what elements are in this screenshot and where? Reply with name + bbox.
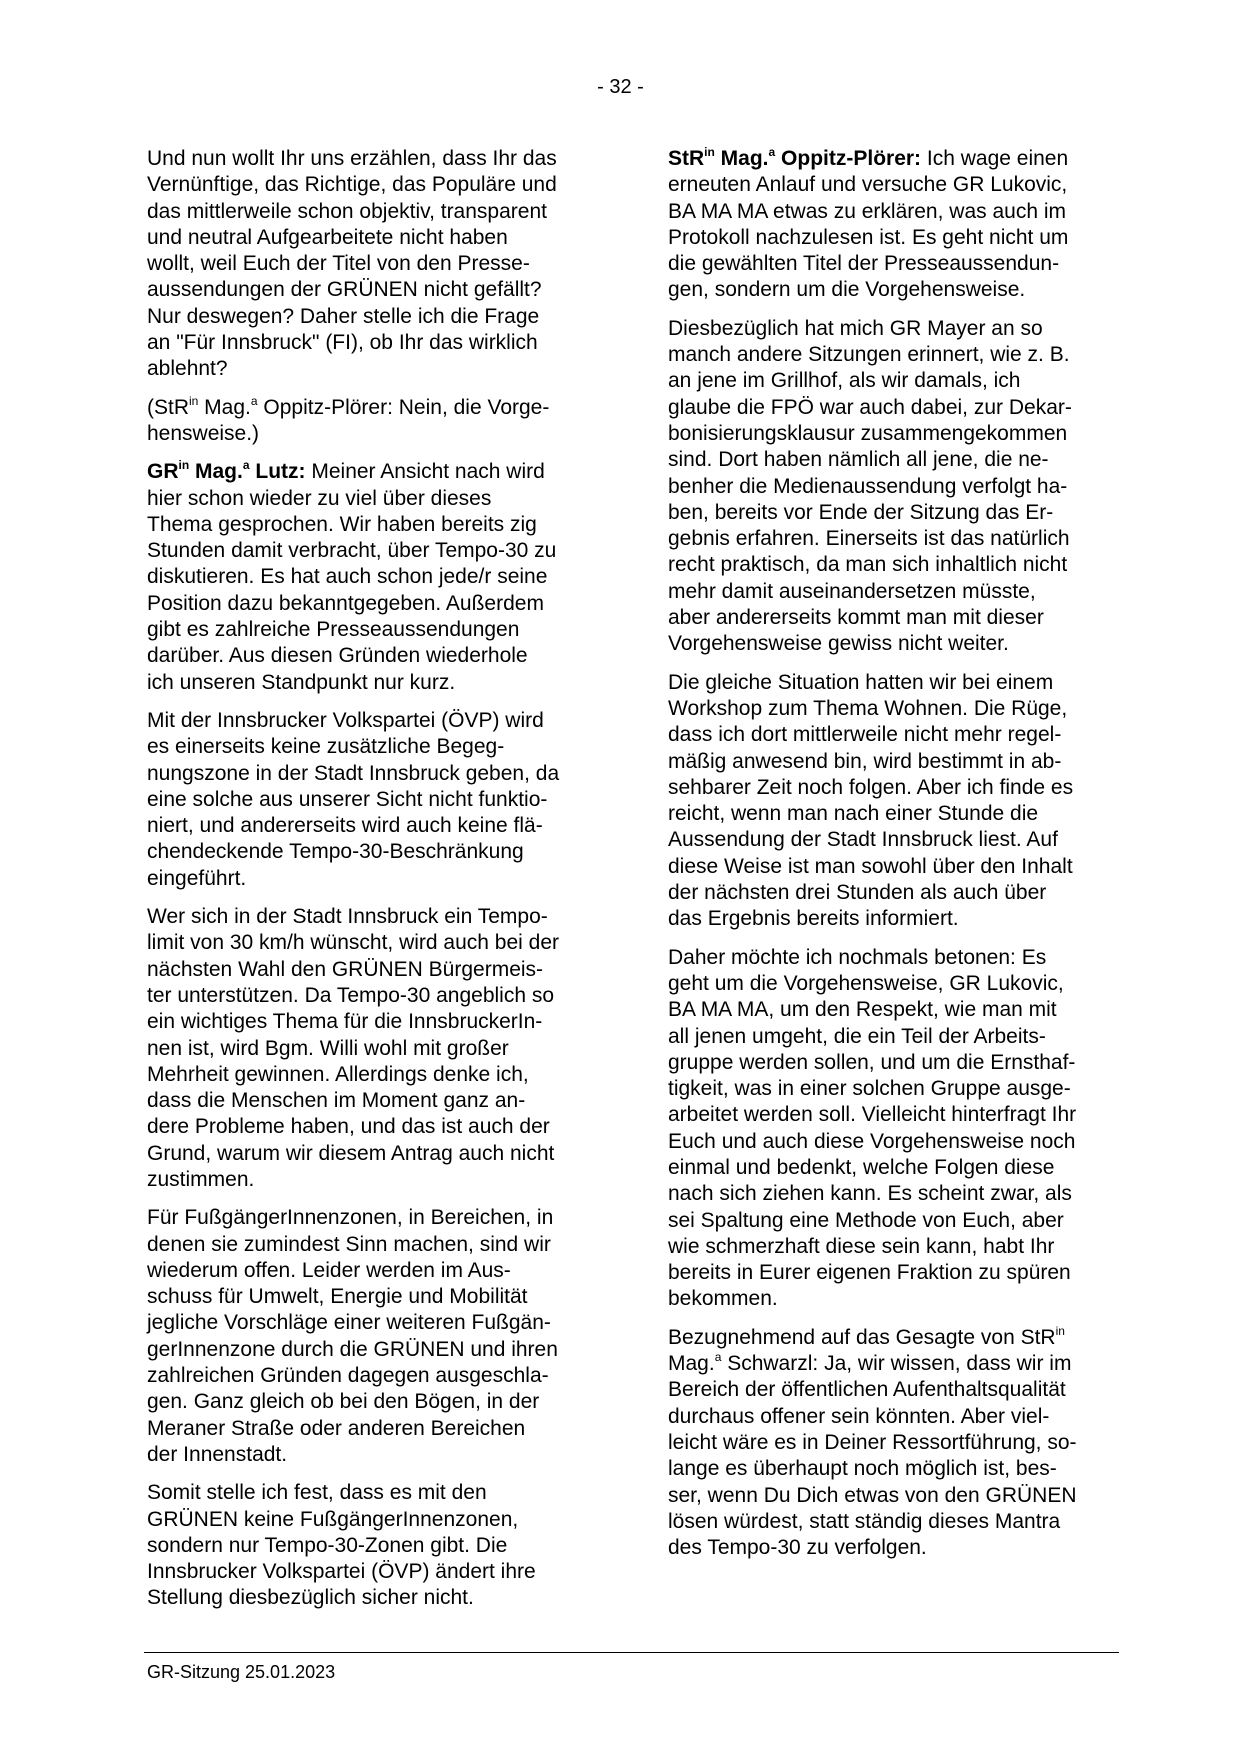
text-line: wie schmerzhaft diese sein kann, habt Ihr	[668, 1234, 1055, 1258]
text-line: Stellung diesbezüglich sicher nicht.	[147, 1586, 474, 1610]
text-part: Schwarzl: Ja, wir wissen, dass wir im	[721, 1352, 1072, 1376]
text-line: Euch und auch diese Vorgehensweise noch	[668, 1129, 1076, 1153]
paragraph-left-1	[147, 146, 607, 383]
text-line: mehr damit auseinandersetzen müsste,	[668, 579, 1036, 603]
text-line: mäßig anwesend bin, wird bestimmt in ab-	[668, 749, 1062, 773]
text-line: gruppe werden sollen, und um die Ernsthaf-	[668, 1050, 1076, 1074]
text-line: diese Weise ist man sowohl über den Inhalt	[668, 854, 1073, 878]
footer-divider	[144, 1652, 1119, 1653]
text-line	[668, 1325, 1128, 1351]
text-line: nach sich ziehen kann. Es scheint zwar, als	[668, 1182, 1072, 1206]
text-line: das mittlerweile schon objektiv, transparent	[147, 199, 547, 223]
text-line: Bereich der öffentlichen Aufenthaltsqualität	[668, 1378, 1066, 1402]
text-line: Aussendung der Stadt Innsbruck liest. Auf	[668, 828, 1058, 852]
text-line: Stunden damit verbracht, über Tempo-30 zu	[147, 539, 557, 563]
text-line: das Ergebnis bereits informiert.	[668, 907, 959, 931]
text-line: eingeführt.	[147, 866, 247, 890]
text-line: GRÜNEN keine FußgängerInnenzonen,	[147, 1507, 519, 1531]
speaker-name	[147, 460, 306, 483]
text-line: ablehnt?	[147, 357, 228, 381]
speaker-name	[668, 147, 921, 170]
left-column	[147, 146, 607, 1624]
text-line: Thema gesprochen. Wir haben bereits zig	[147, 512, 537, 536]
text-line: dere Probleme haben, und das ist auch der	[147, 1115, 550, 1139]
text-line: manch andere Sitzungen erinnert, wie z. B.	[668, 343, 1070, 367]
text-line: Somit stelle ich fest, dass es mit den	[147, 1481, 487, 1505]
text-line: recht praktisch, da man sich inhaltlich nicht	[668, 553, 1068, 577]
superscript-in: in	[178, 458, 190, 473]
paragraph-right-4	[668, 945, 1128, 1313]
text-line: reicht, wenn man nach einer Stunde die	[668, 802, 1039, 826]
text-line: gen, sondern um die Vorgehensweise.	[668, 278, 1026, 302]
text-line: limit von 30 km/h wünscht, wird auch bei der	[147, 931, 560, 955]
speaker-part: StR	[668, 147, 705, 170]
text-line: nächsten Wahl den GRÜNEN Bürgermeis-	[147, 957, 544, 981]
text-line: es einerseits keine zusätzliche Begeg-	[147, 735, 505, 759]
text-line: hensweise.)	[147, 421, 260, 445]
text-line: lange es überhaupt noch möglich ist, bes-	[668, 1457, 1057, 1481]
text-line: wollt, weil Euch der Titel von den Presse-	[147, 252, 530, 276]
text-line: ich unseren Standpunkt nur kurz.	[147, 670, 456, 694]
text-line: glaube die FPÖ war auch dabei, zur Dekar-	[668, 395, 1072, 419]
text-line: lösen würdest, statt ständig dieses Mantra	[668, 1509, 1061, 1533]
superscript-a: a	[714, 1350, 722, 1365]
text-line: sei Spaltung eine Methode von Euch, aber	[668, 1208, 1064, 1232]
paragraph-right-2	[668, 316, 1128, 658]
text-line: Protokoll nachzulesen ist. Es geht nicht um	[668, 225, 1069, 249]
text-line: gibt es zahlreiche Presseaussendungen	[147, 618, 520, 642]
text-line: durchaus offener sein könnten. Aber viel-	[668, 1404, 1050, 1428]
text-line: bonisierungsklausur zusammengekommen	[668, 421, 1068, 445]
text-line: und neutral Aufgearbeitete nicht haben	[147, 225, 508, 249]
speech-oppitz-ploerer	[668, 146, 1128, 304]
text-line: Diesbezüglich hat mich GR Mayer an so	[668, 316, 1043, 340]
text-line: Für FußgängerInnenzonen, in Bereichen, in	[147, 1206, 554, 1230]
text-line: aber andererseits kommt man mit dieser	[668, 606, 1044, 630]
text-line: Meraner Straße oder anderen Bereichen	[147, 1416, 526, 1440]
text-line: tigkeit, was in einer solchen Gruppe ausge-	[668, 1077, 1071, 1101]
text-line: Grund, warum wir diesem Antrag auch nicht	[147, 1141, 555, 1165]
text-line: schuss für Umwelt, Energie und Mobilität	[147, 1285, 528, 1309]
text-line: BA MA MA, um den Respekt, wie man mit	[668, 998, 1057, 1022]
text-line: eine solche aus unserer Sicht nicht funktio-	[147, 787, 548, 811]
text-line: diskutieren. Es hat auch schon jede/r seine	[147, 565, 548, 589]
superscript-a: a	[242, 458, 250, 473]
text-line: leicht wäre es in Deiner Ressortführung, so-	[668, 1430, 1077, 1454]
text-line: sind. Dort haben nämlich all jene, die ne-	[668, 448, 1049, 472]
speech-first-line	[147, 459, 607, 485]
text-part: Mag.	[668, 1352, 715, 1376]
text-line: an "Für Innsbruck" (FI), ob Ihr das wirklich	[147, 331, 538, 355]
superscript-in: in	[189, 393, 199, 408]
speech-text: Meiner Ansicht nach wird	[305, 460, 545, 484]
text-line: ter unterstützen. Da Tempo-30 angeblich so	[147, 983, 555, 1007]
text-line: nen ist, wird Bgm. Willi wohl mit großer	[147, 1036, 509, 1060]
text-line: dass ich dort mittlerweile nicht mehr regel-	[668, 723, 1062, 747]
text-line: jegliche Vorschläge einer weiteren Fußgän-	[147, 1311, 551, 1335]
text-line: Daher möchte ich nochmals betonen: Es	[668, 945, 1047, 969]
right-column	[668, 146, 1128, 1573]
paragraph-left-4	[147, 708, 607, 892]
speech-first-line	[668, 146, 1128, 172]
text-line: Wer sich in der Stadt Innsbruck ein Tempo-	[147, 905, 548, 929]
text-line: BA MA MA etwas zu erklären, was auch im	[668, 199, 1066, 223]
text-line: Nur deswegen? Daher stelle ich die Frage	[147, 304, 540, 328]
interjection-text: Oppitz-Plörer: Nein, die Vorge-	[257, 395, 550, 419]
text-line: erneuten Anlauf und versuche GR Lukovic,	[668, 173, 1068, 197]
text-line: an jene im Grillhof, als wir damals, ich	[668, 369, 1021, 393]
text-line: der nächsten drei Stunden als auch über	[668, 881, 1047, 905]
interjection	[147, 395, 607, 448]
text-line: Die gleiche Situation hatten wir bei einem	[668, 670, 1054, 694]
text-line: Vernünftige, das Richtige, das Populäre und	[147, 173, 557, 197]
text-line: benher die Medienaussendung verfolgt ha-	[668, 474, 1068, 498]
text-line: arbeitet werden soll. Vielleicht hinterfragt Ihr	[668, 1103, 1077, 1127]
text-line: dass die Menschen im Moment ganz an-	[147, 1089, 526, 1113]
speaker-part: Mag.	[714, 147, 769, 170]
speaker-part: Mag.	[189, 460, 243, 484]
speech-text: Ich wage einen	[921, 147, 1069, 170]
text-line: der Innenstadt.	[147, 1442, 288, 1466]
text-line: Und nun wollt Ihr uns erzählen, dass Ihr das	[147, 147, 557, 170]
text-line: ser, wenn Du Dich etwas von den GRÜNEN	[668, 1483, 1077, 1507]
text-part: Bezugnehmend auf das Gesagte von StR	[668, 1325, 1056, 1349]
text-line: ein wichtiges Thema für die InnsbruckerIn-	[147, 1010, 543, 1034]
text-line: die gewählten Titel der Presseaussendun-	[668, 252, 1060, 276]
text-line: geht um die Vorgehensweise, GR Lukovic,	[668, 971, 1064, 995]
paragraph-left-6	[147, 1205, 607, 1468]
speech-lutz	[147, 459, 607, 696]
interjection-title: Mag.	[198, 395, 251, 419]
speaker-part: Oppitz-Plörer:	[775, 147, 922, 170]
superscript-a: a	[250, 393, 258, 408]
text-line: denen sie zumindest Sinn machen, sind wir	[147, 1232, 551, 1256]
text-line: Mit der Innsbrucker Volkspartei (ÖVP) wird	[147, 708, 544, 732]
text-line: darüber. Aus diesen Gründen wiederhole	[147, 644, 528, 668]
text-line: all jenen umgeht, die ein Teil der Arbeits-	[668, 1024, 1046, 1048]
text-line: Mehrheit gewinnen. Allerdings denke ich,	[147, 1062, 529, 1086]
text-line: bereits in Eurer eigenen Fraktion zu spüren	[668, 1261, 1071, 1285]
text-line: gerInnenzone durch die GRÜNEN und ihren	[147, 1337, 558, 1361]
interjection-line	[147, 395, 607, 421]
text-line: des Tempo-30 zu verfolgen.	[668, 1536, 927, 1560]
paragraph-left-5	[147, 904, 607, 1193]
text-line: Innsbrucker Volkspartei (ÖVP) ändert ihre	[147, 1560, 536, 1584]
text-line	[668, 1351, 1128, 1377]
text-line: Position dazu bekanntgegeben. Außerdem	[147, 591, 544, 615]
paragraph-right-5	[668, 1325, 1128, 1562]
text-line: bekommen.	[668, 1287, 778, 1311]
interjection-open: (StR	[147, 395, 189, 419]
speaker-part: Lutz:	[249, 460, 306, 484]
superscript-in: in	[704, 145, 715, 159]
text-line: gebnis erfahren. Einerseits ist das natürlich	[668, 527, 1070, 551]
text-line: aussendungen der GRÜNEN nicht gefällt?	[147, 278, 542, 302]
paragraph-left-7	[147, 1480, 607, 1611]
text-line: sehbarer Zeit noch folgen. Aber ich finde es	[668, 775, 1074, 799]
text-line: nungszone in der Stadt Innsbruck geben, da	[147, 761, 560, 785]
superscript-a: a	[768, 145, 776, 159]
text-line: sondern nur Tempo-30-Zonen gibt. Die	[147, 1533, 508, 1557]
superscript-in: in	[1055, 1323, 1065, 1338]
text-line: Workshop zum Thema Wohnen. Die Rüge,	[668, 696, 1068, 720]
text-line: Vorgehensweise gewiss nicht weiter.	[668, 632, 1009, 656]
text-line: hier schon wieder zu viel über dieses	[147, 486, 492, 510]
text-line: niert, und andererseits wird auch keine flä-	[147, 814, 543, 838]
text-line: zahlreichen Gründen dagegen ausgeschla-	[147, 1364, 549, 1388]
text-line: chendeckende Tempo-30-Beschränkung	[147, 840, 524, 864]
text-line: einmal und bedenkt, welche Folgen diese	[668, 1155, 1055, 1179]
text-line: wiederum offen. Leider werden im Aus-	[147, 1258, 511, 1282]
speaker-part: GR	[147, 460, 179, 484]
text-line: ben, bereits vor Ende der Sitzung das Er-	[668, 500, 1054, 524]
page-number: - 32 -	[597, 76, 644, 98]
paragraph-right-3	[668, 670, 1128, 933]
footer-session-date: GR-Sitzung 25.01.2023	[147, 1662, 336, 1682]
text-line: gen. Ganz gleich ob bei den Bögen, in der	[147, 1390, 540, 1414]
text-line: zustimmen.	[147, 1167, 255, 1191]
